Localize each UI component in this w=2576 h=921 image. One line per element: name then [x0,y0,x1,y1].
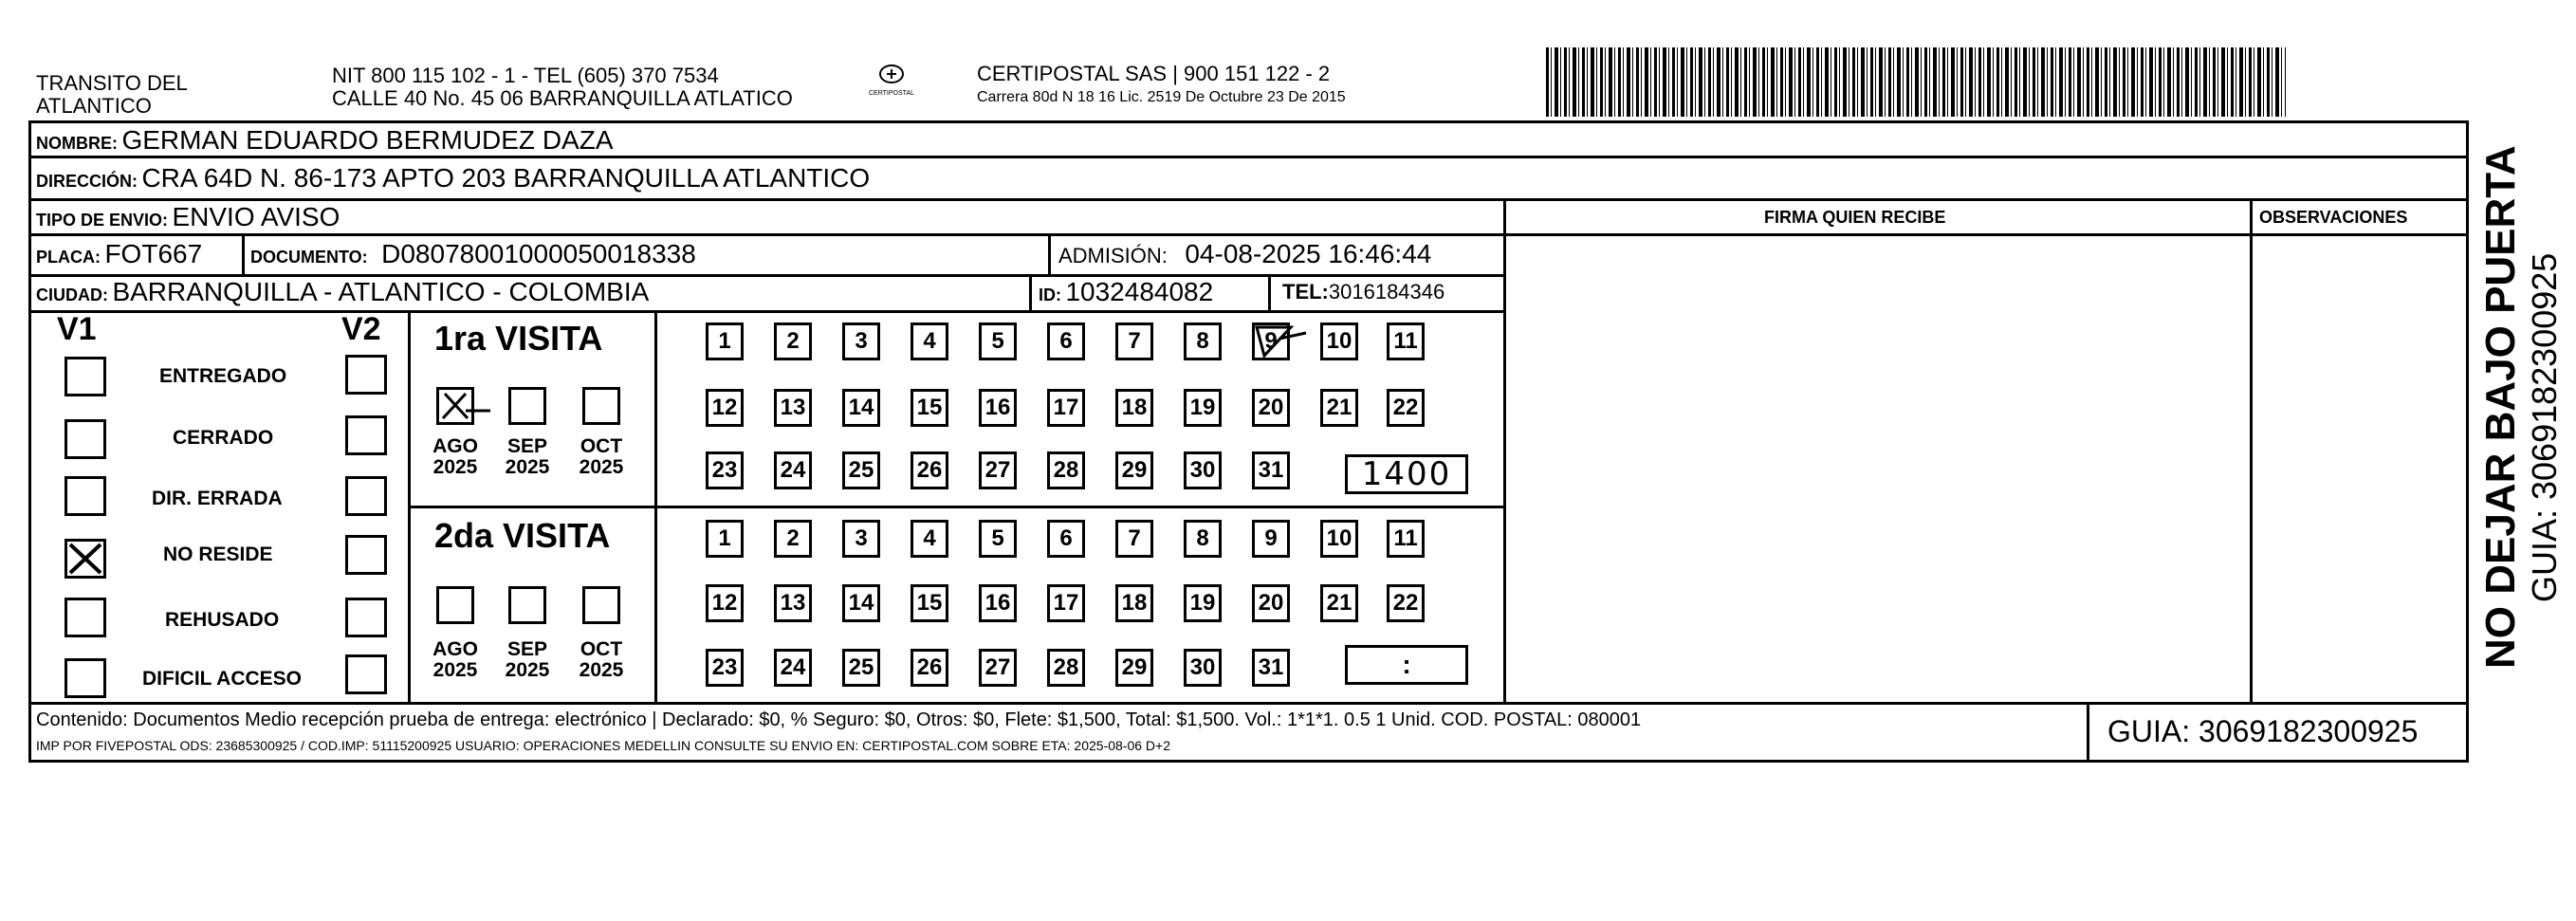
admision-row [1058,239,1431,274]
second-visit-day-24[interactable]: 24 [774,649,812,687]
first-visit-day-1[interactable]: 1 [706,322,744,360]
checkmark-x-icon [67,542,103,576]
first-visit-day-19[interactable]: 19 [1184,389,1222,427]
second-visit-day-8[interactable]: 8 [1184,520,1222,558]
certipostal-logo [858,63,925,110]
v1-header: V1 [57,311,97,347]
first-visit-day-26[interactable]: 26 [911,451,948,489]
no-dejar-bajo-puerta: NO DEJAR BAJO PUERTA [2477,145,2524,669]
second-visit-day-7[interactable]: 7 [1115,520,1153,558]
v1-dificil-acceso-checkbox[interactable] [64,658,106,698]
observaciones-label: OBSERVACIONES [2259,208,2408,227]
sender-line-2: ATLANTICO [36,94,152,118]
second-visit-day-29[interactable]: 29 [1115,649,1153,687]
second-visit-day-30[interactable]: 30 [1184,649,1222,687]
form-frame [28,120,2469,763]
first-visit-day-27[interactable]: 27 [979,451,1017,489]
tipo-envio-value: ENVIO AVISO [172,202,340,231]
v2-no-reside-checkbox[interactable] [345,535,387,575]
second-visit-day-3[interactable]: 3 [842,520,880,558]
second-visit-day-28[interactable]: 28 [1047,649,1085,687]
firma-label: FIRMA QUIEN RECIBE [1764,208,1946,227]
admision-value: 04-08-2025 16:46:44 [1185,239,1432,268]
first-visit-day-17[interactable]: 17 [1047,389,1085,427]
first-visit-day-13[interactable]: 13 [774,389,812,427]
documento-label: DOCUMENTO: [250,248,368,267]
first-visit-day-10[interactable]: 10 [1320,322,1358,360]
nombre-value: GERMAN EDUARDO BERMUDEZ DAZA [121,125,614,155]
second-visit-day-11[interactable]: 11 [1387,520,1425,558]
sender-address: CALLE 40 No. 45 06 BARRANQUILLA ATLATICO [332,86,793,110]
second-visit-day-21[interactable]: 21 [1320,584,1358,622]
first-visit-day-15[interactable]: 15 [911,389,948,427]
first-visit-day-5[interactable]: 5 [979,322,1017,360]
first-visit-day-20[interactable]: 20 [1252,389,1290,427]
id-value: 1032484082 [1065,277,1214,306]
first-visit-day-25[interactable]: 25 [842,451,880,489]
v2-cerrado-checkbox[interactable] [345,415,387,455]
v1-no-reside-checkbox[interactable] [64,539,106,579]
first-visit-ago-checkbox[interactable] [436,387,474,425]
tipo-envio-label: TIPO DE ENVIO: [36,211,169,230]
second-visit-day-17[interactable]: 17 [1047,584,1085,622]
footer-imp: IMP POR FIVEPOSTAL ODS: 23685300925 / COD.IMP: 51115200925 USUARIO: OPERACIONES MEDELLIN CONSULTE SU ENVIO EN: CERTIPOSTAL.COM SOBRE ETA: 2025-08-06 D+2 [36,738,1171,753]
first-visit-day-31[interactable]: 31 [1252,451,1290,489]
first-visit-oct-label: OCT 2025 [579,435,624,478]
status-entregado: ENTREGADO [159,365,287,387]
first-visit-day-7[interactable]: 7 [1115,322,1153,360]
first-visit-day-11[interactable]: 11 [1387,322,1425,360]
second-visit-day-13[interactable]: 13 [774,584,812,622]
first-visit-day-22[interactable]: 22 [1387,389,1425,427]
first-visit-day-3[interactable]: 3 [842,322,880,360]
first-visit-sep-label: SEP 2025 [505,435,550,478]
second-visit-day-23[interactable]: 23 [706,649,744,687]
first-visit-day-2[interactable]: 2 [774,322,812,360]
footer-contenido: Contenido: Documentos Medio recepción prueba de entrega: electrónico | Declarado: $0, % Seguro: $0, Otros: $0, Flete: $1,500, Total: $1,500. Vol.: 1*1*1. 0.5 1 Unid. COD. POSTAL: 080001 [36,709,1642,730]
first-visit-day-14[interactable]: 14 [842,389,880,427]
logo-icon [877,63,906,85]
admision-label: ADMISIÓN: [1058,244,1168,267]
direccion-value: CRA 64D N. 86-173 APTO 203 BARRANQUILLA ATLANTICO [141,163,871,193]
id-label: ID: [1039,286,1061,304]
side-guia: GUIA: 3069182300925 [2525,252,2564,602]
first-visit-time-box[interactable]: 1400 [1345,454,1468,494]
logo-text: CERTIPOSTAL [869,90,914,97]
sender-nit: NIT 800 115 102 - 1 - TEL (605) 370 7534 [332,64,719,87]
tel-value: 3016184346 [1328,280,1445,304]
first-visit-day-4[interactable]: 4 [911,322,948,360]
documento-value: D08078001000050018338 [381,239,696,268]
v1-cerrado-checkbox[interactable] [64,419,106,459]
first-visit-day-8[interactable]: 8 [1184,322,1222,360]
checkmark-x-icon [439,390,496,422]
first-visit-day-18[interactable]: 18 [1115,389,1153,427]
second-visit-day-31[interactable]: 31 [1252,649,1290,687]
v1-entregado-checkbox[interactable] [64,357,106,396]
direccion-label: DIRECCIÓN: [36,172,138,191]
placa-value: FOT667 [104,239,203,268]
documento-row [250,239,696,274]
first-visit-day-9[interactable]: 9 [1252,322,1290,360]
second-visit-day-18[interactable]: 18 [1115,584,1153,622]
second-visit-day-9[interactable]: 9 [1252,520,1290,558]
second-visit-ago-checkbox[interactable] [436,586,474,624]
second-visit-time-box[interactable]: : [1345,645,1468,685]
second-visit-day-22[interactable]: 22 [1387,584,1425,622]
second-visit-title: 2da VISITA [434,516,611,555]
sender-name [36,72,188,118]
tel-label: TEL: [1282,280,1329,304]
day-mark-icon [1253,322,1310,359]
second-visit-day-15[interactable]: 15 [911,584,948,622]
second-visit-day-19[interactable]: 19 [1184,584,1222,622]
second-visit-oct-label: OCT 2025 [579,638,624,681]
sender-line-1: TRANSITO DEL [36,71,188,95]
footer-guia: GUIA: 3069182300925 [2107,714,2419,748]
placa-row [36,239,202,274]
status-rehusado: REHUSADO [165,609,280,631]
second-visit-day-1[interactable]: 1 [706,520,744,558]
second-visit-day-16[interactable]: 16 [979,584,1017,622]
v2-dificil-acceso-checkbox[interactable] [345,654,387,694]
v2-header: V2 [341,311,381,347]
first-visit-day-21[interactable]: 21 [1320,389,1358,427]
first-visit-day-24[interactable]: 24 [774,451,812,489]
v2-entregado-checkbox[interactable] [345,355,387,395]
first-visit-oct-checkbox[interactable] [582,387,620,425]
first-visit-sep-checkbox[interactable] [508,387,546,425]
second-visit-day-26[interactable]: 26 [911,649,948,687]
id-row [1039,277,1213,312]
ciudad-value: BARRANQUILLA - ATLANTICO - COLOMBIA [112,277,650,306]
license-line: Carrera 80d N 18 16 Lic. 2519 De Octubre 23 De 2015 [977,89,1346,105]
second-visit-day-20[interactable]: 20 [1252,584,1290,622]
second-visit-sep-label: SEP 2025 [505,638,550,681]
status-cerrado: CERRADO [173,427,274,449]
first-visit-day-6[interactable]: 6 [1047,322,1085,360]
first-visit-ago-label: AGO 2025 [432,435,478,478]
first-visit-day-23[interactable]: 23 [706,451,744,489]
second-visit-day-25[interactable]: 25 [842,649,880,687]
second-visit-day-12[interactable]: 12 [706,584,744,622]
v1-dir-errada-checkbox[interactable] [64,476,106,516]
first-visit-day-29[interactable]: 29 [1115,451,1153,489]
second-visit-oct-checkbox[interactable] [582,586,620,624]
company-line: CERTIPOSTAL SAS | 900 151 122 - 2 [977,62,1331,85]
status-no-reside: NO RESIDE [163,543,273,565]
ciudad-row [36,277,649,312]
status-dificil-acceso: DIFICIL ACCESO [142,668,303,690]
barcode [1546,47,2286,117]
nombre-label: NOMBRE: [36,134,118,153]
second-visit-sep-checkbox[interactable] [508,586,546,624]
first-visit-day-16[interactable]: 16 [979,389,1017,427]
first-visit-title: 1ra VISITA [434,319,603,358]
placa-label: PLACA: [36,248,101,267]
status-dir-errada: DIR. ERRADA [152,488,283,509]
first-visit-day-28[interactable]: 28 [1047,451,1085,489]
tel-row [1282,277,1444,310]
ciudad-label: CIUDAD: [36,286,108,304]
second-visit-day-6[interactable]: 6 [1047,520,1085,558]
second-visit-day-10[interactable]: 10 [1320,520,1358,558]
direccion-row [36,163,870,198]
v2-rehusado-checkbox[interactable] [345,598,387,637]
second-visit-day-27[interactable]: 27 [979,649,1017,687]
second-visit-day-5[interactable]: 5 [979,520,1017,558]
v1-rehusado-checkbox[interactable] [64,598,106,637]
company-info [977,63,1346,106]
v2-dir-errada-checkbox[interactable] [345,476,387,516]
first-visit-day-30[interactable]: 30 [1184,451,1222,489]
sender-contact [332,64,793,110]
second-visit-day-14[interactable]: 14 [842,584,880,622]
tipo-envio-row [36,202,340,237]
nombre-row [36,125,614,160]
second-visit-day-2[interactable]: 2 [774,520,812,558]
second-visit-day-4[interactable]: 4 [911,520,948,558]
second-visit-ago-label: AGO 2025 [432,638,478,681]
first-visit-day-12[interactable]: 12 [706,389,744,427]
